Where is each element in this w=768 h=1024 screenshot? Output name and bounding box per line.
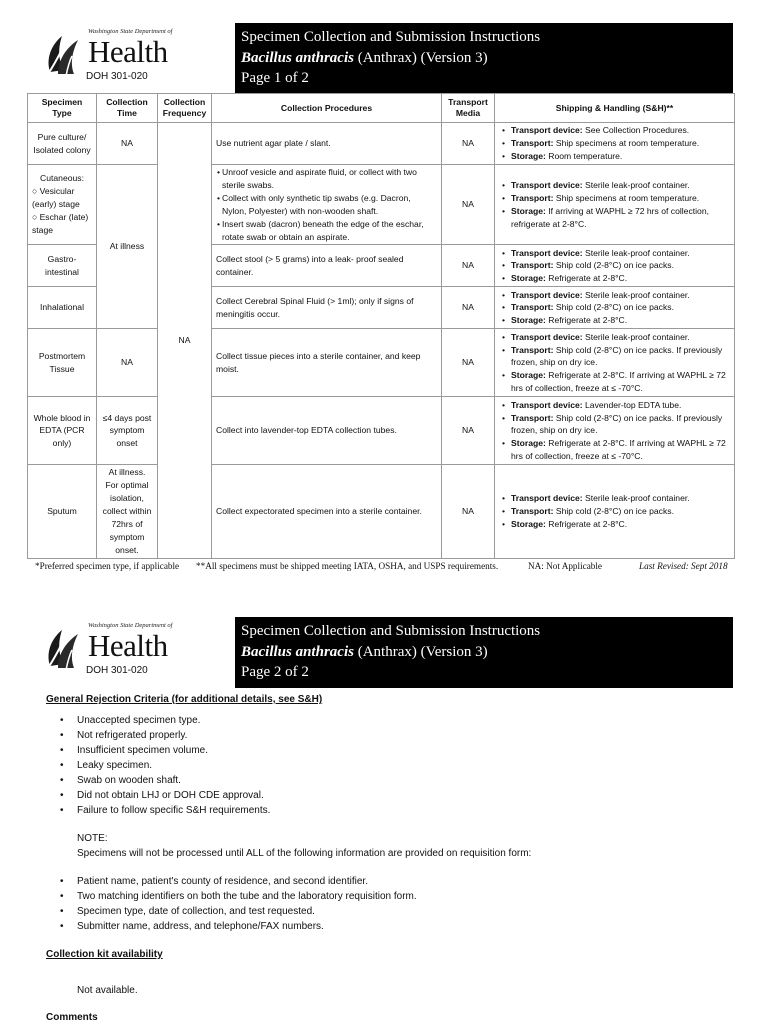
table-row xyxy=(28,465,735,558)
note-text: Specimens will not be processed until ALL of the following information are provided on requisition form: xyxy=(77,848,532,859)
list-item: • Specimen type, date of collection, and test requested. xyxy=(60,904,417,919)
required-info-list xyxy=(60,874,417,934)
collection-kit-heading: Collection kit availability xyxy=(46,949,163,960)
shipping-handling xyxy=(495,465,735,558)
footnote-preferred: *Preferred specimen type, if applicable xyxy=(35,561,180,571)
sh-item: • Storage: Refrigerate at 2-8°C. xyxy=(511,518,730,531)
collection-procedure: Use nutrient agar plate / slant. xyxy=(212,123,442,165)
shipping-handling xyxy=(495,245,735,287)
page-label: Page 2 of 2 xyxy=(241,664,309,680)
sh-item: • Storage: If arriving at WAPHL ≥ 72 hrs of collection, refrigerate at 2-8°C. xyxy=(511,205,730,231)
leaf-logo-icon xyxy=(44,616,84,672)
organism-rest: (Anthrax) (Version 3) xyxy=(353,643,488,660)
logo-wordmark: Health xyxy=(88,34,168,69)
collection-procedure xyxy=(212,165,442,245)
last-revised: Last Revised: Sept 2018 xyxy=(639,561,728,571)
collection-procedure: Collect tissue pieces into a sterile container, and keep moist. xyxy=(212,329,442,397)
title-line: Specimen Collection and Submission Instructions xyxy=(241,623,541,639)
footnote-shipping: **All specimens must be shipped meeting IATA, OSHA, and USPS requirements. xyxy=(196,561,499,571)
list-item: • Patient name, patient's county of residence, and second identifier. xyxy=(60,874,417,889)
organism-line xyxy=(241,642,727,663)
list-item: • Submitter name, address, and telephone/FAX numbers. xyxy=(60,919,417,934)
collection-frequency: NA xyxy=(158,123,212,559)
transport-media: NA xyxy=(442,123,495,165)
procedure-item: • Insert swab (dacron) beneath the edge of the eschar, rotate swab or obtain an aspirate. xyxy=(222,218,437,244)
list-item: • Leaky specimen. xyxy=(60,758,270,773)
transport-media: NA xyxy=(442,287,495,329)
title-banner xyxy=(235,23,733,94)
col-header-type: Specimen Type xyxy=(28,94,97,123)
sh-item: • Transport device: Sterile leak-proof container. xyxy=(511,179,730,192)
sh-item: • Transport device: See Collection Procedures. xyxy=(511,124,730,137)
list-item: • Unaccepted specimen type. xyxy=(60,713,270,728)
col-header-frequency: Collection Frequency xyxy=(158,94,212,123)
procedure-list xyxy=(216,166,437,243)
rejection-criteria-heading: General Rejection Criteria (for additional details, see S&H) xyxy=(46,694,323,705)
sh-item: • Transport device: Sterile leak-proof container. xyxy=(511,331,730,344)
sh-item: • Storage: Refrigerate at 2-8°C. If arriving at WAPHL ≥ 72 hrs of collection, freeze at ≤ -70°C. xyxy=(511,369,730,395)
col-header-time: Collection Time xyxy=(97,94,158,123)
specimen-type: Cutaneous: ○ Vesicular (early) stage ○ Eschar (late) stage xyxy=(28,165,97,245)
doc-number: DOH 301-020 xyxy=(86,665,148,676)
collection-time: At illness xyxy=(97,165,158,329)
wa-doh-logo xyxy=(44,18,194,88)
table-header-row xyxy=(28,94,735,123)
collection-kit-text: Not available. xyxy=(77,985,138,996)
collection-procedure: Collect stool (> 5 grams) into a leak- proof sealed container. xyxy=(212,245,442,287)
note-label: NOTE: xyxy=(77,833,108,844)
transport-media: NA xyxy=(442,245,495,287)
collection-time: At illness. For optimal isolation, collect within 72hrs of symptom onset. xyxy=(97,465,158,558)
doc-number: DOH 301-020 xyxy=(86,71,148,82)
agency-name: Washington State Department of xyxy=(88,622,173,629)
sh-item: • Transport: Ship specimens at room temperature. xyxy=(511,137,730,150)
list-item: • Swab on wooden shaft. xyxy=(60,773,270,788)
sh-item: • Transport: Ship cold (2-8°C) on ice packs. xyxy=(511,505,730,518)
procedure-item: • Collect with only synthetic tip swabs (e.g. Dacron, Nylon, Polyester) with non-wooden shaft. xyxy=(222,192,437,218)
procedure-item: • Unroof vesicle and aspirate fluid, or collect with two sterile swabs. xyxy=(222,166,437,192)
table-row xyxy=(28,397,735,465)
sh-item: • Transport: Ship cold (2-8°C) on ice packs. If previously frozen, ship on dry ice. xyxy=(511,344,730,370)
organism-name: Bacillus anthracis xyxy=(241,643,354,660)
table-row xyxy=(28,329,735,397)
sh-item: • Transport device: Sterile leak-proof container. xyxy=(511,289,730,302)
specimen-type: Whole blood in EDTA (PCR only) xyxy=(28,397,97,465)
sh-item: • Transport: Ship cold (2-8°C) on ice packs. xyxy=(511,259,730,272)
sh-item: • Storage: Room temperature. xyxy=(511,150,730,163)
collection-time: NA xyxy=(97,329,158,397)
sh-item: • Storage: Refrigerate at 2-8°C. If arriving at WAPHL ≥ 72 hrs of collection, freeze at ≤ -70°C. xyxy=(511,437,730,463)
collection-time: NA xyxy=(97,123,158,165)
shipping-handling xyxy=(495,123,735,165)
shipping-handling xyxy=(495,397,735,465)
sh-item: • Transport device: Lavender-top EDTA tube. xyxy=(511,399,730,412)
col-header-shipping: Shipping & Handling (S&H)** xyxy=(495,94,735,123)
list-item: • Failure to follow specific S&H requirements. xyxy=(60,803,270,818)
organism-rest: (Anthrax) (Version 3) xyxy=(353,49,488,66)
sh-list xyxy=(499,331,730,396)
sh-item: • Storage: Refrigerate at 2-8°C. xyxy=(511,314,730,327)
agency-name: Washington State Department of xyxy=(88,28,173,35)
sh-item: • Transport: Ship cold (2-8°C) on ice packs. If previously frozen, ship on dry ice. xyxy=(511,412,730,438)
sh-item: • Transport device: Sterile leak-proof container. xyxy=(511,247,730,260)
specimen-type: Pure culture/ Isolated colony xyxy=(28,123,97,165)
sh-list xyxy=(499,399,730,464)
organism-line xyxy=(241,48,727,69)
transport-media: NA xyxy=(442,165,495,245)
specimen-type: Gastro-intestinal xyxy=(28,245,97,287)
organism-name: Bacillus anthracis xyxy=(241,49,354,66)
comments-heading: Comments xyxy=(46,1012,98,1023)
sh-item: • Transport device: Sterile leak-proof container. xyxy=(511,492,730,505)
shipping-handling xyxy=(495,165,735,245)
list-item: • Did not obtain LHJ or DOH CDE approval. xyxy=(60,788,270,803)
transport-media: NA xyxy=(442,465,495,558)
col-header-procedures: Collection Procedures xyxy=(212,94,442,123)
table-row xyxy=(28,123,735,165)
list-item: • Insufficient specimen volume. xyxy=(60,743,270,758)
list-item: • Not refrigerated properly. xyxy=(60,728,270,743)
sh-item: • Storage: Refrigerate at 2-8°C. xyxy=(511,272,730,285)
footnote-na: NA: Not Applicable xyxy=(528,561,602,571)
collection-time: ≤4 days post symptom onset xyxy=(97,397,158,465)
transport-media: NA xyxy=(442,329,495,397)
sh-list xyxy=(499,179,730,231)
sh-item: • Transport: Ship specimens at room temperature. xyxy=(511,192,730,205)
shipping-handling xyxy=(495,287,735,329)
specimen-type: Inhalational xyxy=(28,287,97,329)
sh-item: • Transport: Ship cold (2-8°C) on ice packs. xyxy=(511,301,730,314)
table-row xyxy=(28,165,735,245)
rejection-criteria-list xyxy=(60,713,270,818)
title-line: Specimen Collection and Submission Instructions xyxy=(241,29,541,45)
transport-media: NA xyxy=(442,397,495,465)
wa-doh-logo xyxy=(44,612,194,682)
collection-procedure: Collect into lavender-top EDTA collection tubes. xyxy=(212,397,442,465)
shipping-handling xyxy=(495,329,735,397)
sh-list xyxy=(499,247,730,286)
sh-list xyxy=(499,124,730,163)
leaf-logo-icon xyxy=(44,22,84,78)
page-label: Page 1 of 2 xyxy=(241,70,309,86)
title-banner xyxy=(235,617,733,688)
specimen-type: Sputum xyxy=(28,465,97,558)
col-header-media: Transport Media xyxy=(442,94,495,123)
specimen-table xyxy=(27,93,735,559)
sh-list xyxy=(499,492,730,531)
sh-list xyxy=(499,289,730,328)
collection-procedure: Collect Cerebral Spinal Fluid (> 1ml); only if signs of meningitis occur. xyxy=(212,287,442,329)
logo-wordmark: Health xyxy=(88,628,168,663)
list-item: • Two matching identifiers on both the tube and the laboratory requisition form. xyxy=(60,889,417,904)
specimen-type: Postmortem Tissue xyxy=(28,329,97,397)
collection-procedure: Collect expectorated specimen into a sterile container. xyxy=(212,465,442,558)
